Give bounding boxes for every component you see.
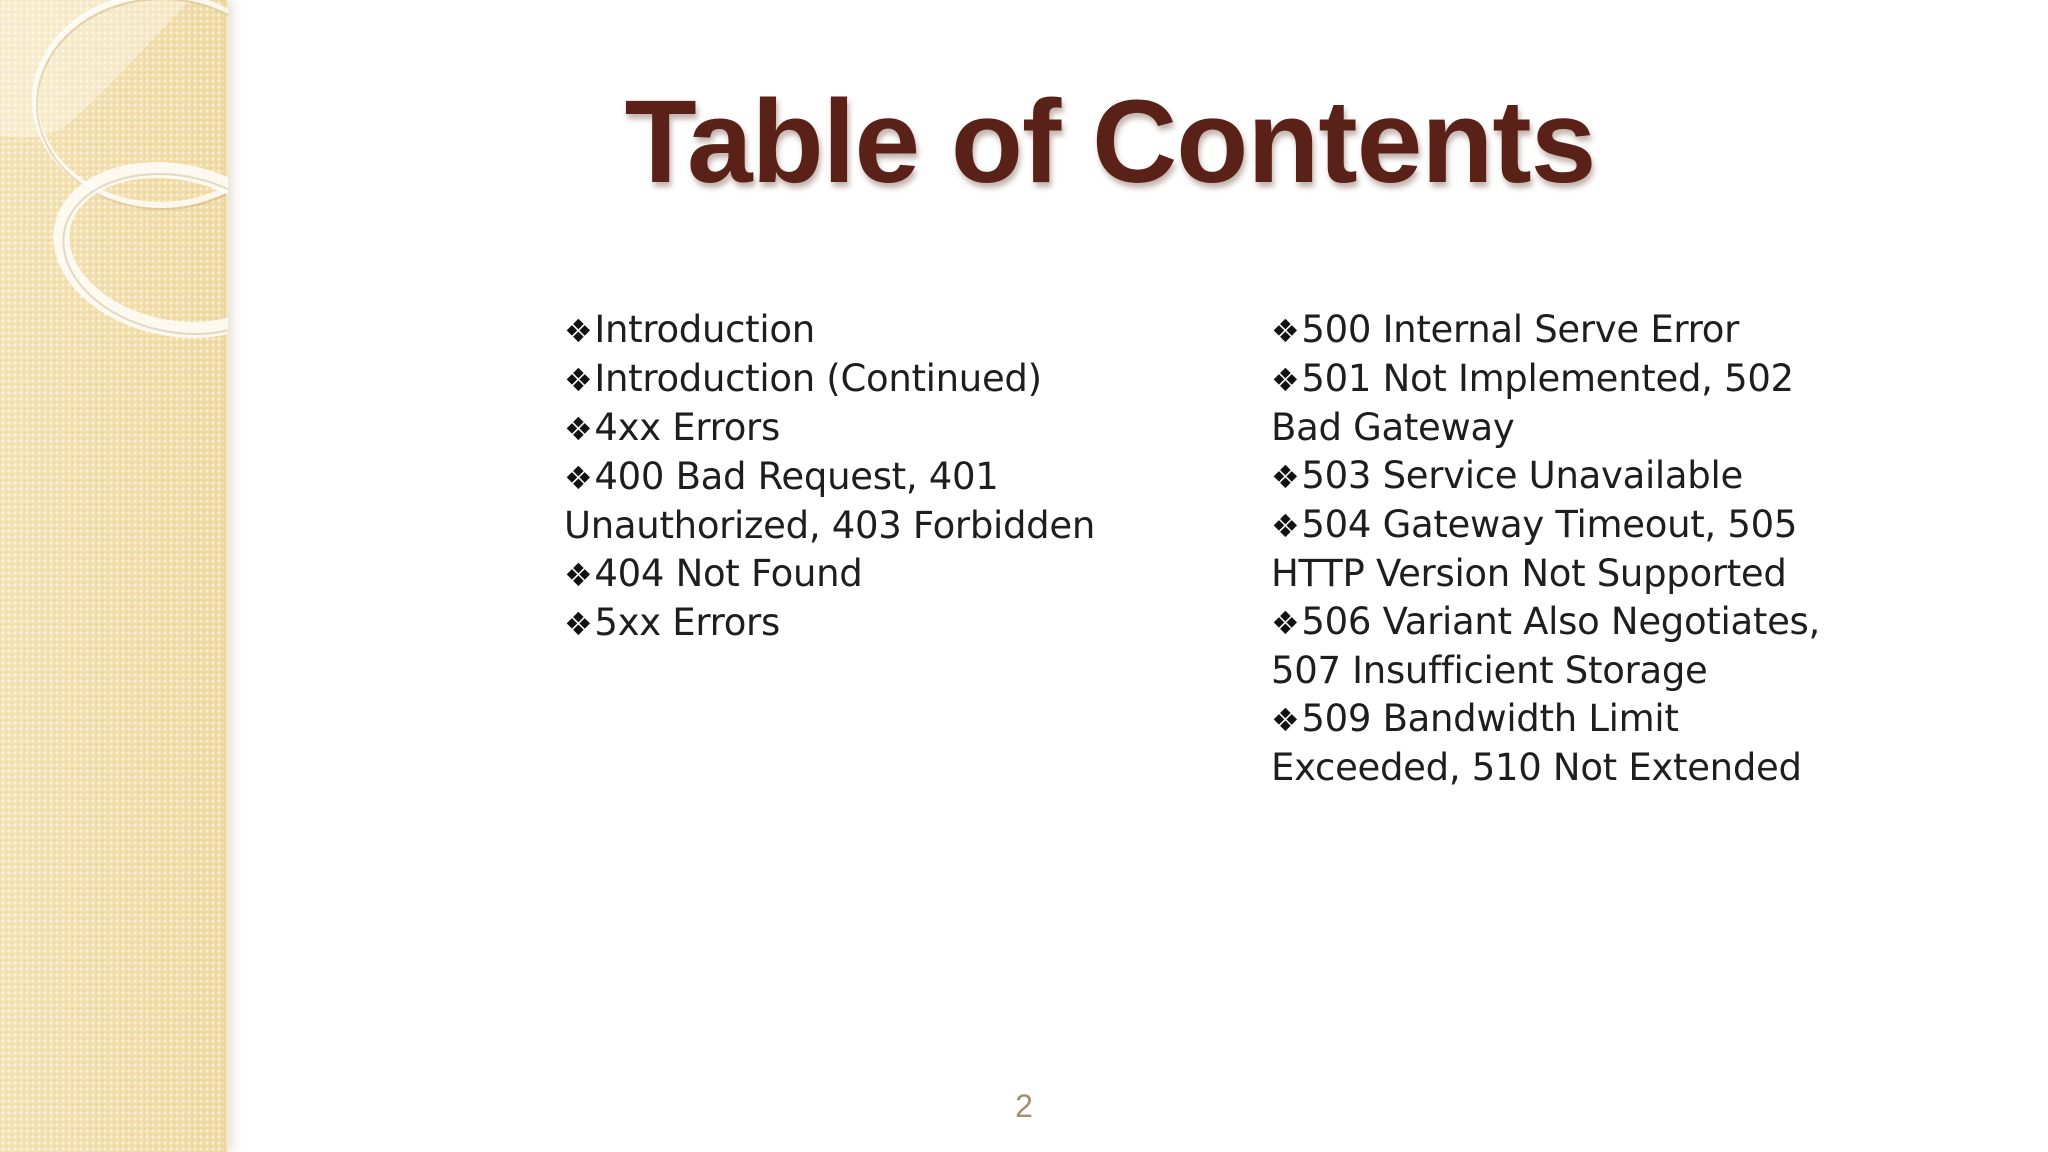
toc-item-503	[1271, 452, 1871, 501]
diamond-bullet-icon: ❖	[564, 556, 593, 594]
diamond-bullet-icon: ❖	[564, 410, 593, 448]
toc-right-column	[1271, 306, 1871, 792]
toc-item-text-continued: 507 Insufficient Storage	[1271, 649, 1708, 692]
toc-item-text: 4xx Errors	[594, 406, 780, 449]
diamond-bullet-icon: ❖	[1271, 458, 1300, 496]
toc-left-column	[564, 306, 1134, 648]
toc-item-introduction-continued	[564, 355, 1134, 404]
toc-item-text: 504 Gateway Timeout, 505	[1301, 503, 1798, 546]
diamond-bullet-icon: ❖	[1271, 604, 1300, 642]
toc-item-text: 404 Not Found	[594, 552, 863, 595]
decorative-swirl-graphic	[0, 0, 228, 400]
toc-item-text: 501 Not Implemented, 502	[1301, 357, 1794, 400]
toc-item-text: 5xx Errors	[594, 601, 780, 644]
toc-item-text: 500 Internal Serve Error	[1301, 308, 1740, 351]
diamond-bullet-icon: ❖	[564, 361, 593, 399]
page-number: 2	[1015, 1088, 1033, 1124]
diamond-bullet-icon: ❖	[1271, 701, 1300, 739]
toc-item-text-continued: Exceeded, 510 Not Extended	[1271, 746, 1802, 789]
toc-item-4xx-errors	[564, 404, 1134, 453]
toc-item-506-507	[1271, 598, 1871, 695]
toc-item-text: Introduction	[594, 308, 815, 351]
toc-item-text: 503 Service Unavailable	[1301, 454, 1743, 497]
toc-item-introduction	[564, 306, 1134, 355]
diamond-bullet-icon: ❖	[564, 312, 593, 350]
slide-title: Table of Contents	[624, 76, 1596, 208]
toc-item-501-502	[1271, 355, 1871, 452]
diamond-bullet-icon: ❖	[1271, 507, 1300, 545]
toc-item-text-continued: Unauthorized, 403 Forbidden	[564, 504, 1095, 547]
toc-item-text-continued: Bad Gateway	[1271, 406, 1515, 449]
toc-item-5xx-errors	[564, 599, 1134, 648]
diamond-bullet-icon: ❖	[564, 605, 593, 643]
swirl-highlight	[0, 0, 190, 137]
toc-item-text: 506 Variant Also Negotiates,	[1301, 600, 1820, 643]
toc-item-504-505	[1271, 501, 1871, 598]
diamond-bullet-icon: ❖	[1271, 312, 1300, 350]
diamond-bullet-icon: ❖	[564, 459, 593, 497]
toc-item-text: 400 Bad Request, 401	[594, 455, 999, 498]
toc-item-text: 509 Bandwidth Limit	[1301, 697, 1679, 740]
toc-item-text: Introduction (Continued)	[594, 357, 1042, 400]
toc-item-text-continued: HTTP Version Not Supported	[1271, 552, 1787, 595]
diamond-bullet-icon: ❖	[1271, 361, 1300, 399]
toc-item-400-401-403	[564, 453, 1134, 550]
toc-item-404-not-found	[564, 550, 1134, 599]
toc-item-509-510	[1271, 695, 1871, 792]
toc-item-500	[1271, 306, 1871, 355]
